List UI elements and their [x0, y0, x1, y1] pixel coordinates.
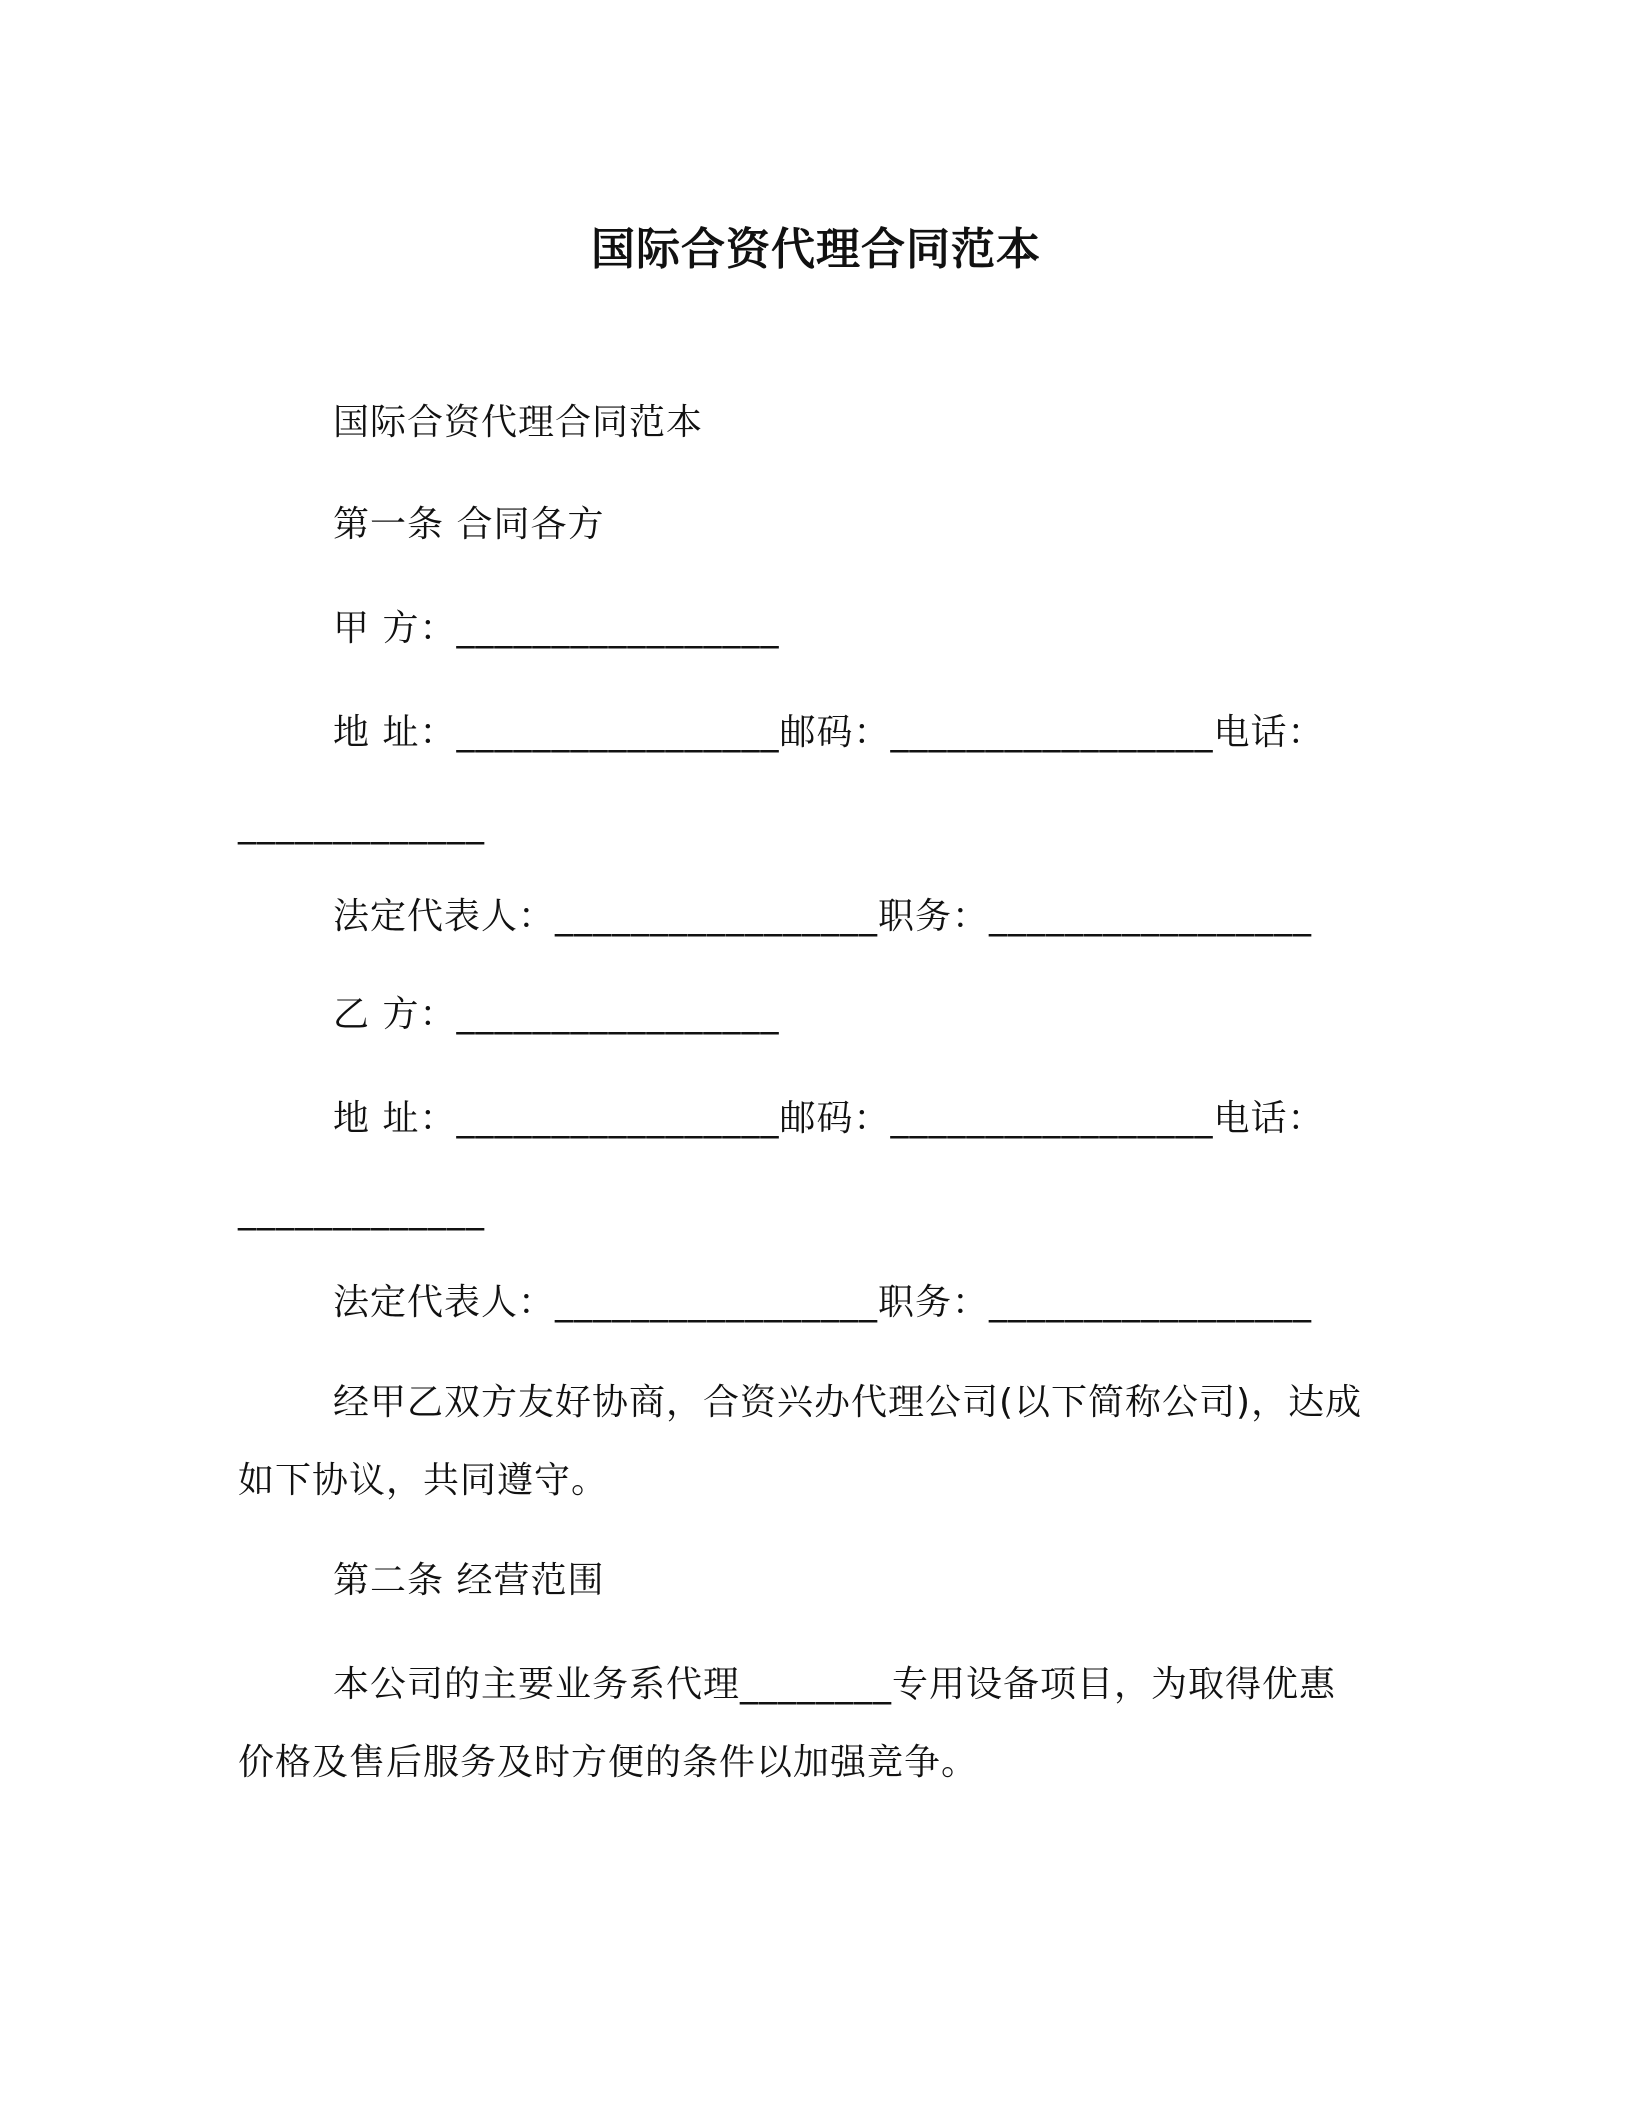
party-a-address-line: 地 址：_________________邮码：_________________电话：: [333, 712, 1325, 753]
party-b-address-line: 地 址：_________________邮码：_________________电话：: [333, 1098, 1325, 1139]
agreement-paragraph-line-2: 如下协议，共同遵守。: [238, 1460, 609, 1501]
business-scope-line-2: 价格及售后服务及时方便的条件以加强竞争。: [238, 1742, 979, 1783]
article-2-heading: 第二条 经营范围: [333, 1560, 605, 1601]
party-a-representative-line: 法定代表人：_________________职务：_________________: [333, 896, 1313, 937]
document-title: 国际合资代理合同范本: [591, 224, 1041, 275]
party-a-line: 甲 方：_________________: [333, 608, 780, 649]
party-b-phone-blank: _____________: [238, 1190, 485, 1231]
agreement-paragraph-line-1: 经甲乙双方友好协商，合资兴办代理公司(以下简称公司)，达成: [333, 1382, 1363, 1423]
party-b-line: 乙 方：_________________: [333, 994, 780, 1035]
party-a-phone-blank: _____________: [238, 804, 485, 845]
business-scope-line-1: 本公司的主要业务系代理________专用设备项目，为取得优惠: [333, 1664, 1337, 1705]
party-b-representative-line: 法定代表人：_________________职务：_________________: [333, 1282, 1313, 1323]
subtitle-line: 国际合资代理合同范本: [333, 402, 704, 443]
article-1-heading: 第一条 合同各方: [333, 504, 605, 545]
